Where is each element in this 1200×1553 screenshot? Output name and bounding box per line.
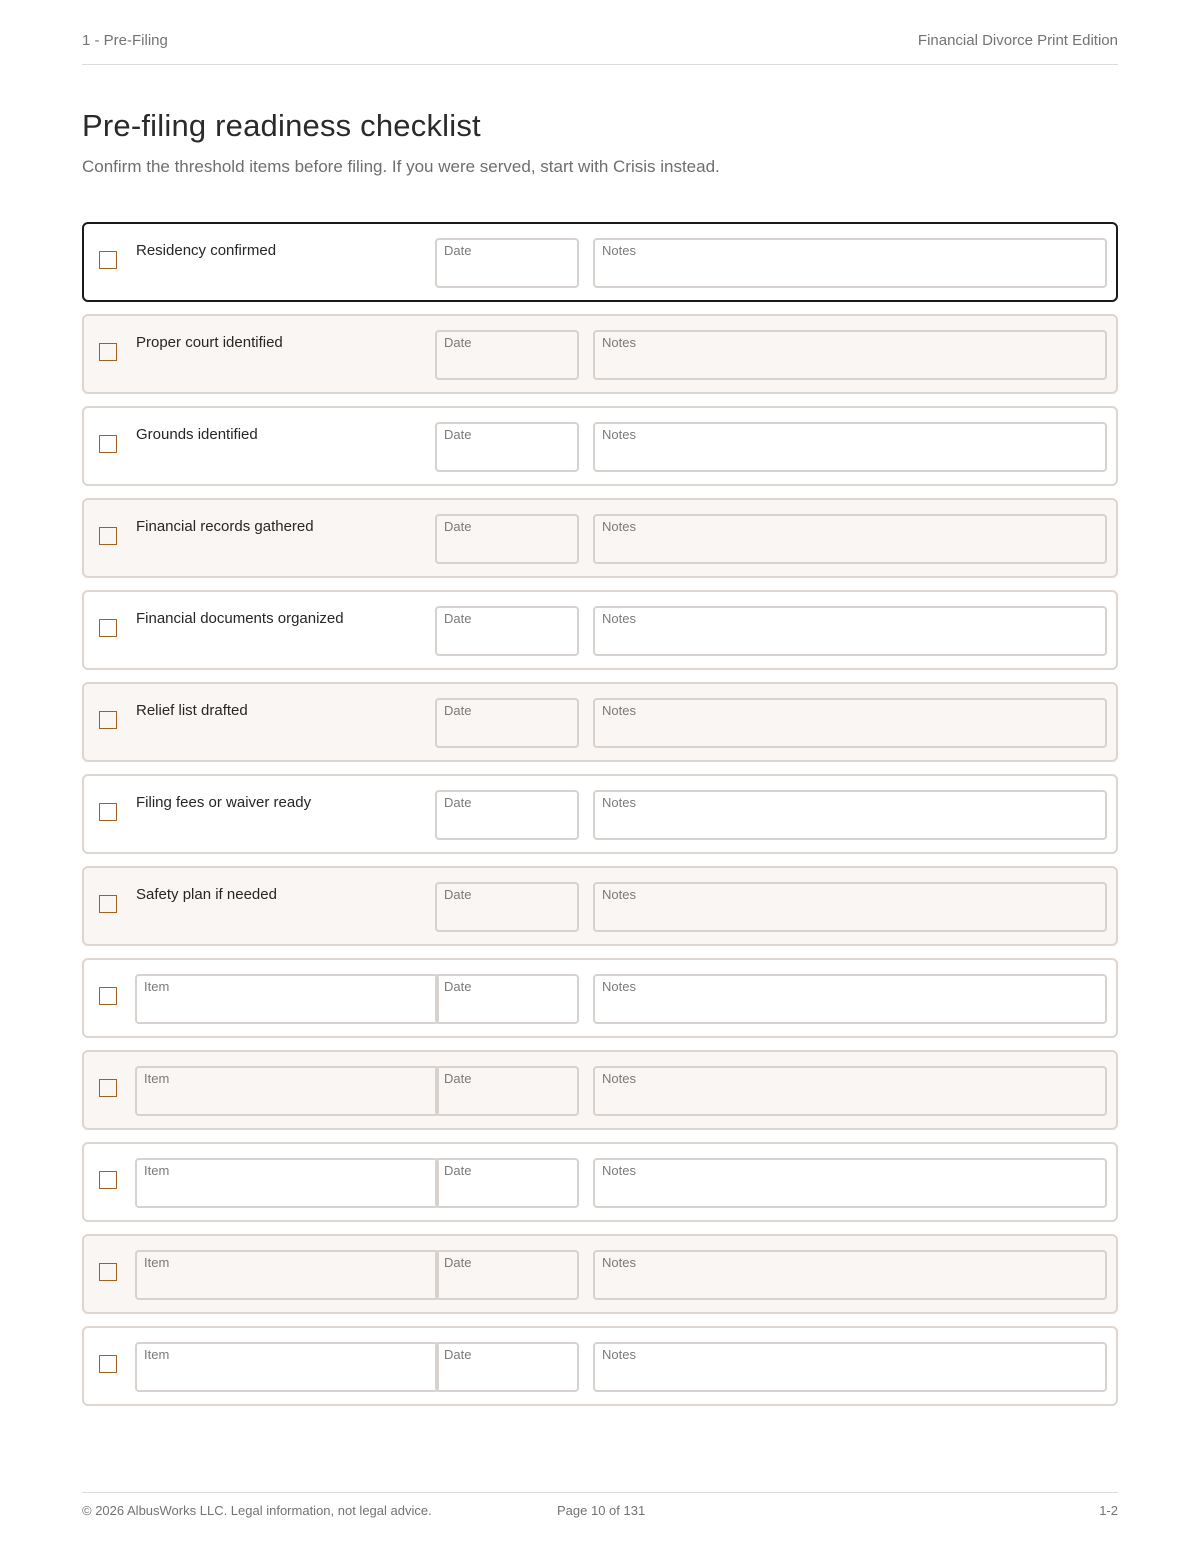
date-field[interactable]: Date: [435, 882, 579, 932]
checklist-item-label: Filing fees or waiver ready: [136, 794, 312, 811]
item-field[interactable]: Item: [135, 1158, 439, 1208]
copyright-text: © 2026 AlbusWorks LLC. Legal information, not legal advice.: [82, 1503, 432, 1518]
item-field[interactable]: Item: [135, 1066, 439, 1116]
notes-field[interactable]: Notes: [593, 1342, 1107, 1392]
checklist-checkbox[interactable]: [99, 1263, 117, 1281]
checklist-item-label: Relief list drafted: [136, 702, 248, 719]
notes-field[interactable]: Notes: [593, 882, 1107, 932]
notes-field[interactable]: Notes: [593, 606, 1107, 656]
checklist-row: [82, 590, 1118, 670]
checklist-item-label: Financial records gathered: [136, 518, 314, 535]
checklist-row: [82, 1326, 1118, 1406]
notes-field[interactable]: Notes: [593, 1250, 1107, 1300]
checklist-checkbox[interactable]: [99, 343, 117, 361]
checklist-row: [82, 958, 1118, 1038]
date-field[interactable]: Date: [435, 514, 579, 564]
notes-field[interactable]: Notes: [593, 422, 1107, 472]
checklist-checkbox[interactable]: [99, 895, 117, 913]
date-field[interactable]: Date: [435, 1158, 579, 1208]
notes-field[interactable]: Notes: [593, 974, 1107, 1024]
page-title: Pre-filing readiness checklist: [82, 108, 481, 143]
notes-field[interactable]: Notes: [593, 238, 1107, 288]
checklist-row: [82, 222, 1118, 302]
checklist-item-label: Grounds identified: [136, 426, 258, 443]
item-field[interactable]: Item: [135, 974, 439, 1024]
checklist-row: [82, 1050, 1118, 1130]
checklist-checkbox[interactable]: [99, 619, 117, 637]
date-field[interactable]: Date: [435, 698, 579, 748]
checklist-checkbox[interactable]: [99, 1171, 117, 1189]
section-code: 1-2: [1099, 1503, 1118, 1518]
notes-field[interactable]: Notes: [593, 1066, 1107, 1116]
checklist-checkbox[interactable]: [99, 251, 117, 269]
date-field[interactable]: Date: [435, 1250, 579, 1300]
date-field[interactable]: Date: [435, 238, 579, 288]
checklist-checkbox[interactable]: [99, 527, 117, 545]
checklist-item-label: Safety plan if needed: [136, 886, 277, 903]
checklist-row: [82, 406, 1118, 486]
edition-label: Financial Divorce Print Edition: [917, 32, 1118, 49]
checklist-row: [82, 1142, 1118, 1222]
page-header: [82, 32, 1118, 65]
notes-field[interactable]: Notes: [593, 330, 1107, 380]
item-field[interactable]: Item: [135, 1342, 439, 1392]
checklist-checkbox[interactable]: [99, 1079, 117, 1097]
date-field[interactable]: Date: [435, 1066, 579, 1116]
checklist-checkbox[interactable]: [99, 435, 117, 453]
checklist-row: [82, 774, 1118, 854]
checklist-item-label: Proper court identified: [136, 334, 283, 351]
date-field[interactable]: Date: [435, 1342, 579, 1392]
notes-field[interactable]: Notes: [593, 514, 1107, 564]
checklist-row: [82, 498, 1118, 578]
section-label: 1 - Pre-Filing: [82, 32, 168, 49]
checklist-row: [82, 1234, 1118, 1314]
checklist-checkbox[interactable]: [99, 1355, 117, 1373]
item-field[interactable]: Item: [135, 1250, 439, 1300]
page-subtitle: Confirm the threshold items before filing. If you were served, start with Crisis instead.: [82, 157, 720, 176]
checklist-checkbox[interactable]: [99, 987, 117, 1005]
checklist-checkbox[interactable]: [99, 803, 117, 821]
date-field[interactable]: Date: [435, 422, 579, 472]
date-field[interactable]: Date: [435, 330, 579, 380]
notes-field[interactable]: Notes: [593, 698, 1107, 748]
page-number: Page 10 of 131: [557, 1503, 646, 1518]
checklist: [82, 222, 1118, 1418]
checklist-item-label: Financial documents organized: [136, 610, 344, 627]
checklist-row: [82, 314, 1118, 394]
checklist-item-label: Residency confirmed: [136, 242, 277, 259]
checklist-checkbox[interactable]: [99, 711, 117, 729]
date-field[interactable]: Date: [435, 974, 579, 1024]
notes-field[interactable]: Notes: [593, 1158, 1107, 1208]
checklist-row: [82, 866, 1118, 946]
page-footer: [82, 1492, 1118, 1533]
checklist-row: [82, 682, 1118, 762]
notes-field[interactable]: Notes: [593, 790, 1107, 840]
date-field[interactable]: Date: [435, 790, 579, 840]
date-field[interactable]: Date: [435, 606, 579, 656]
